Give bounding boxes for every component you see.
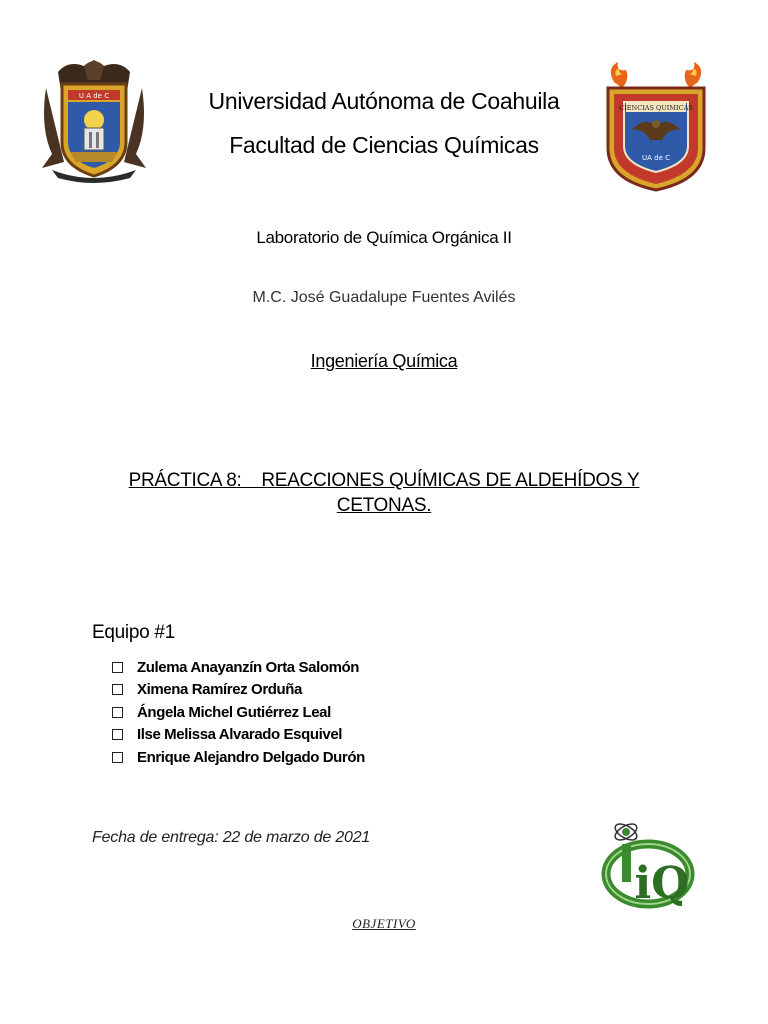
svg-text:U A de C: U A de C <box>78 92 110 100</box>
torch-shield-icon <box>600 60 712 192</box>
checkbox-icon <box>112 684 123 695</box>
member-name: Enrique Alejandro Delgado Durón <box>137 748 365 766</box>
svg-text:UA de C: UA de C <box>642 154 670 162</box>
uadec-shield-logo <box>38 58 150 184</box>
svg-text:iQ: iQ <box>634 858 690 909</box>
practice-title-line1: PRÁCTICA 8: REACCIONES QUÍMICAS DE ALDEHÍDOS Y <box>128 470 640 491</box>
list-item <box>112 679 365 702</box>
member-name: Ángela Michel Gutiérrez Leal <box>137 703 331 721</box>
practice-title <box>110 468 658 518</box>
list-item <box>112 701 365 724</box>
career-name: Ingeniería Química <box>310 351 458 371</box>
checkbox-icon <box>112 707 123 718</box>
professor-name: M.C. José Guadalupe Fuentes Avilés <box>252 289 516 306</box>
iq-logo <box>600 816 710 916</box>
list-item <box>112 746 365 769</box>
checkbox-icon <box>112 752 123 763</box>
iq-atom-icon <box>600 816 710 916</box>
member-name: Ximena Ramírez Orduña <box>137 681 302 699</box>
faculty-title: Facultad de Ciencias Químicas <box>229 132 539 158</box>
eagle-shield-icon <box>38 58 150 184</box>
checkbox-icon <box>112 729 123 740</box>
svg-text:CIENCIAS QUIMICAS: CIENCIAS QUIMICAS <box>619 104 693 112</box>
practice-title-line2: CETONAS. <box>336 495 432 516</box>
member-name: Ilse Melissa Alvarado Esquivel <box>137 726 343 744</box>
checkbox-icon <box>112 662 123 673</box>
objective-heading: OBJETIVO <box>352 916 416 931</box>
university-title: Universidad Autónoma de Coahuila <box>208 88 560 114</box>
delivery-date: Fecha de entrega: 22 de marzo de 2021 <box>92 829 371 846</box>
list-item <box>112 656 365 679</box>
course-name: Laboratorio de Química Orgánica II <box>256 228 512 247</box>
member-name: Zulema Anayanzín Orta Salomón <box>137 658 360 676</box>
ciencias-quimicas-shield-logo <box>600 60 712 192</box>
team-member-list <box>112 656 365 769</box>
team-title: Equipo #1 <box>92 622 175 643</box>
list-item <box>112 724 365 747</box>
